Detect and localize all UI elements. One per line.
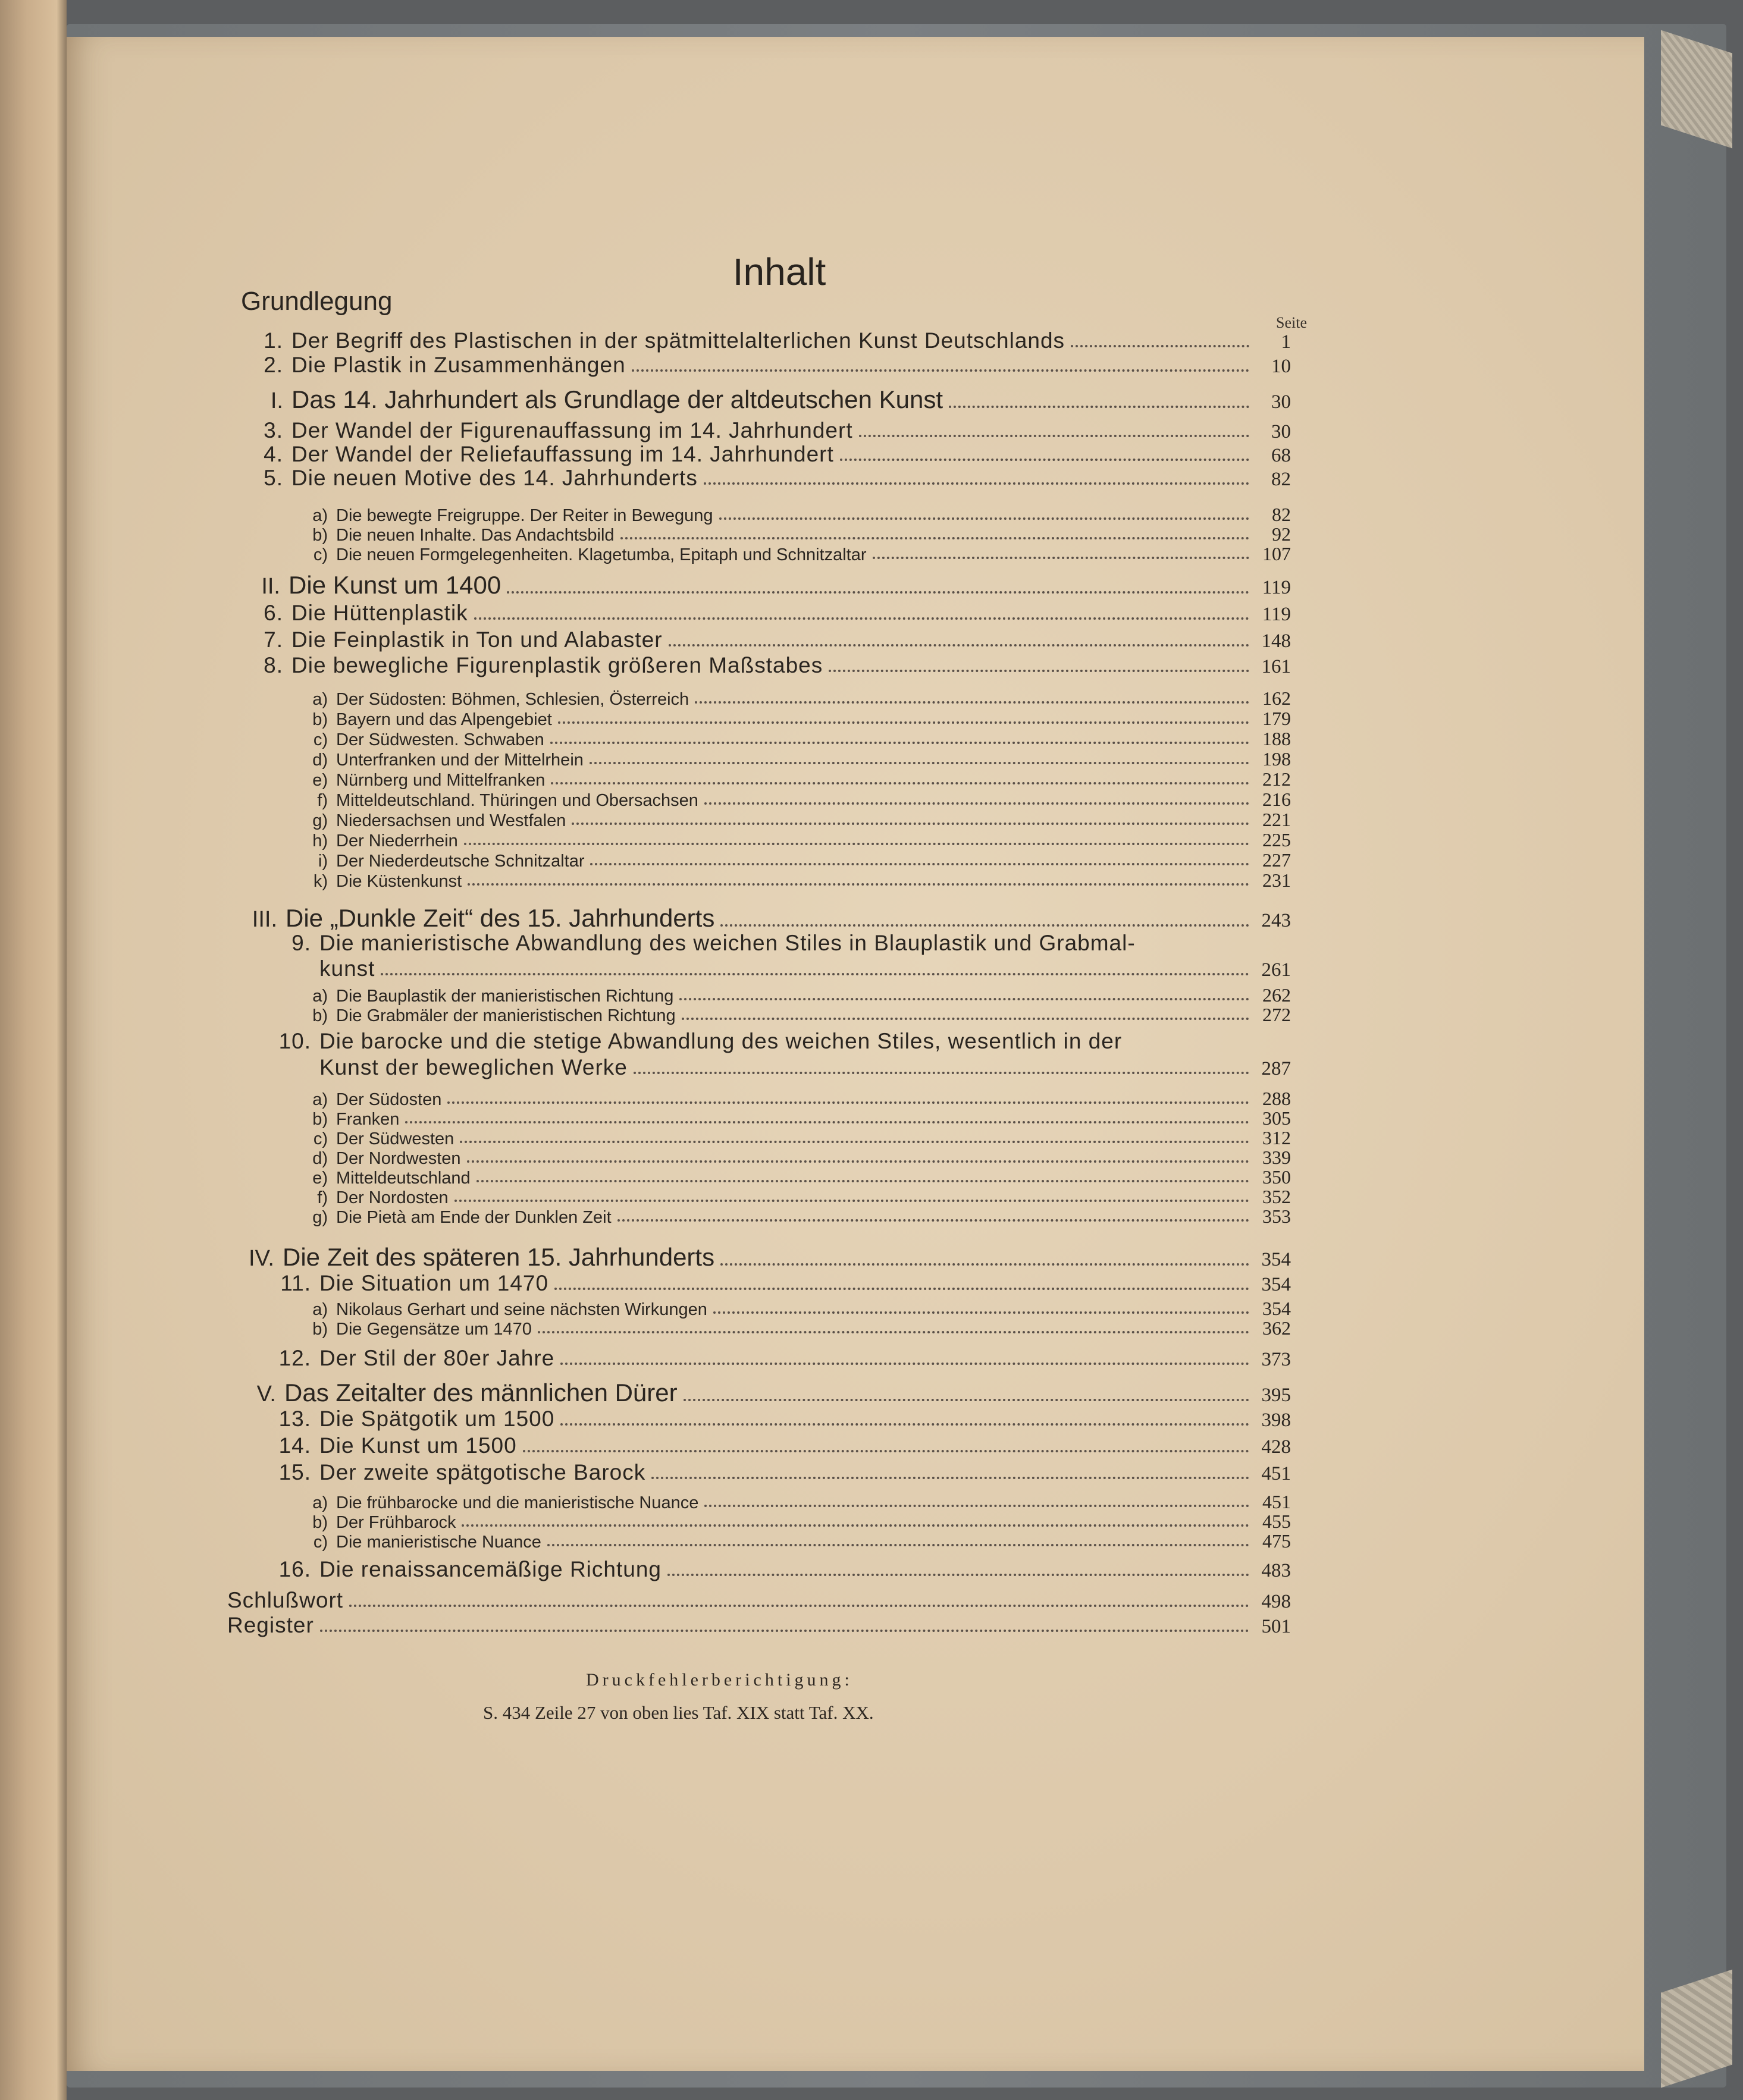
toc-entry [252, 1271, 1291, 1296]
toc-entry-title: kunst [319, 956, 375, 981]
leader-dots [320, 1630, 1249, 1632]
toc-entry-title: Die neuen Formgelegenheiten. Klagetumba, Epitaph und Schnitzaltar [336, 545, 867, 564]
toc-entry-page: 119 [1262, 604, 1291, 625]
toc-entry-title: Die Bauplastik der manieristischen Richtung [336, 987, 674, 1006]
toc-entry [247, 653, 1291, 678]
toc-entry [247, 442, 1291, 467]
toc-entry-number: III. [252, 907, 277, 932]
toc-entry-page: 483 [1261, 1560, 1291, 1581]
toc-entry-page: 312 [1262, 1127, 1291, 1148]
toc-entry [304, 1206, 1291, 1228]
leader-dots [704, 482, 1249, 485]
toc-entry-number: a) [312, 1493, 328, 1512]
leader-dots [840, 459, 1249, 461]
toc-entry-number: b) [312, 710, 328, 729]
leader-dots [572, 823, 1249, 825]
toc-entry-title: Das Zeitalter des männlichen Dürer [284, 1379, 678, 1407]
toc-entry-page: 10 [1271, 356, 1291, 377]
leader-dots [547, 1544, 1249, 1546]
toc-entry-title: Die Kunst um 1500 [319, 1433, 517, 1458]
page-title: Inhalt [732, 250, 826, 293]
toc-entry-page: 1 [1281, 331, 1291, 353]
leader-dots [720, 1263, 1249, 1266]
toc-entry-number: 16. [278, 1557, 311, 1581]
toc-entry-title: Die Kunst um 1400 [289, 571, 501, 599]
toc-entry-number: e) [312, 1169, 328, 1188]
toc-entry [252, 1346, 1291, 1371]
toc-entry-title: Die Grabmäler der manieristischen Richtung [336, 1006, 676, 1025]
toc-entry-number: f) [317, 1188, 328, 1207]
toc-entry-title: Kunst der beweglichen Werke [319, 1055, 628, 1079]
toc-entry [247, 385, 1291, 414]
toc-entry-title: Der zweite spätgotische Barock [319, 1460, 646, 1484]
toc-entry-title: Das 14. Jahrhundert als Grundlage der altdeutschen Kunst [291, 385, 943, 413]
leader-dots [651, 1477, 1249, 1479]
toc-entry-number: 12. [278, 1346, 311, 1370]
toc-entry-title: Der Nordwesten [336, 1149, 461, 1168]
toc-entry [252, 1557, 1291, 1582]
toc-entry-title: Der Wandel der Reliefauffassung im 14. Jahrhundert [291, 442, 834, 466]
toc-entry-number: f) [317, 791, 328, 810]
toc-entry [319, 1055, 1291, 1080]
leader-dots [554, 1288, 1249, 1290]
toc-entry-page: 353 [1262, 1206, 1291, 1227]
toc-entry [304, 523, 1291, 545]
toc-entry [239, 571, 1291, 599]
leader-dots [462, 1524, 1249, 1527]
toc-entry-title: Der Stil der 80er Jahre [319, 1346, 555, 1370]
toc-entry-number: c) [313, 1129, 328, 1148]
toc-entry [252, 1433, 1291, 1458]
toc-entry-title: Die Gegensätze um 1470 [336, 1320, 532, 1339]
leader-dots [523, 1450, 1249, 1452]
toc-entry-number: c) [313, 1533, 328, 1552]
toc-entry [304, 849, 1291, 871]
toc-entry-number: 13. [278, 1407, 311, 1431]
toc-entry-page: 288 [1262, 1088, 1291, 1109]
leader-dots [682, 1018, 1249, 1020]
toc-entry-title: Die Feinplastik in Ton und Alabaster [291, 627, 663, 652]
toc-entry-title: Unterfranken und der Mittelrhein [336, 751, 584, 770]
toc-entry-page: 272 [1262, 1004, 1291, 1025]
toc-entry [224, 1243, 1291, 1272]
toc-entry-title: Der Begriff des Plastischen in der spätmittelalterlichen Kunst Deutschlands [291, 328, 1065, 353]
leader-dots [550, 742, 1249, 744]
toc-entry-page: 354 [1262, 1298, 1291, 1319]
leader-dots [720, 924, 1249, 927]
toc-entry-number: e) [312, 771, 328, 790]
toc-entry [304, 728, 1291, 750]
toc-entry-page: 82 [1271, 469, 1291, 490]
toc-entry-title: Der Südwesten [336, 1129, 454, 1148]
toc-entry-page: 262 [1262, 984, 1291, 1006]
toc-entry-number: 4. [264, 442, 283, 466]
toc-entry-number: g) [312, 1208, 328, 1227]
toc-entry-page: 161 [1261, 656, 1291, 677]
leader-dots [620, 537, 1249, 539]
toc-entry-page: 68 [1271, 445, 1291, 466]
leader-dots [476, 1180, 1249, 1182]
toc-entry-page: 501 [1261, 1616, 1291, 1637]
toc-entry-page: 354 [1261, 1249, 1291, 1270]
toc-entry-title: Der Niederrhein [336, 831, 458, 850]
toc-entry [304, 1166, 1291, 1188]
leader-dots [381, 973, 1249, 975]
toc-entry-number: 1. [264, 328, 283, 353]
leader-dots [467, 1160, 1249, 1163]
toc-entry [304, 789, 1291, 811]
toc-entry-number: a) [312, 690, 328, 709]
toc-entry-page: 339 [1262, 1147, 1291, 1168]
leader-dots [558, 721, 1249, 724]
leader-dots [349, 1605, 1249, 1607]
toc-entry-number: d) [312, 1149, 328, 1168]
toc-entry-page: 451 [1262, 1491, 1291, 1512]
toc-entry-page: 354 [1261, 1274, 1291, 1295]
toc-entry [230, 904, 1291, 933]
toc-entry [252, 1460, 1291, 1485]
toc-entry [252, 1407, 1291, 1432]
toc-entry [304, 543, 1291, 565]
toc-entry-title: Register [227, 1613, 314, 1637]
toc-entry-number: a) [312, 987, 328, 1006]
leader-dots [551, 782, 1249, 784]
toc-entry-title: Der Südwesten. Schwaben [336, 730, 544, 749]
toc-entry-number: 6. [264, 601, 283, 625]
toc-entry-number: b) [312, 1513, 328, 1532]
toc-entry-number: 15. [278, 1460, 311, 1484]
toc-entry [241, 287, 1291, 316]
toc-entry-title: Franken [336, 1110, 400, 1129]
toc-entry-title: Die renaissancemäßige Richtung [319, 1557, 662, 1581]
toc-entry [304, 1004, 1291, 1026]
toc-entry-title: Der Südosten [336, 1090, 442, 1109]
toc-entry [304, 1186, 1291, 1208]
toc-entry-page: 498 [1261, 1591, 1291, 1612]
toc-entry [304, 1298, 1291, 1320]
toc-entry-title: Die bewegte Freigruppe. Der Reiter in Bewegung [336, 506, 713, 525]
toc-entry-page: 30 [1271, 421, 1291, 442]
leader-dots [590, 762, 1249, 764]
toc-entry-page: 261 [1261, 959, 1291, 981]
leader-dots [560, 1423, 1249, 1426]
toc-entry [304, 1511, 1291, 1533]
leader-dots [632, 369, 1249, 372]
leader-dots [684, 1399, 1249, 1401]
toc-entry-title: Die bewegliche Figurenplastik größeren Maßstabes [291, 653, 823, 677]
toc-entry-page: 198 [1262, 748, 1291, 770]
toc-entry-number: V. [256, 1382, 276, 1407]
toc-entry-page: 30 [1271, 391, 1291, 413]
toc-entry-page: 305 [1262, 1107, 1291, 1129]
leader-dots [447, 1101, 1249, 1104]
toc-entry-page: 395 [1261, 1385, 1291, 1406]
leader-dots [704, 1505, 1249, 1507]
toc-entry-title: Die frühbarocke und die manieristische Nuance [336, 1493, 699, 1512]
leader-dots [454, 1200, 1249, 1202]
leader-dots [560, 1363, 1249, 1365]
toc-entry-page: 350 [1262, 1166, 1291, 1188]
toc-entry-title: Die Pietà am Ende der Dunklen Zeit [336, 1208, 612, 1227]
toc-entry-page: 243 [1261, 910, 1291, 931]
toc-entry-title: Der Frühbarock [336, 1513, 456, 1532]
toc-entry-number: 8. [264, 653, 283, 677]
toc-entry-number: c) [313, 545, 328, 564]
toc-entry-title: Der Nordosten [336, 1188, 449, 1207]
toc-entry [252, 931, 1291, 956]
toc-entry [304, 748, 1291, 770]
toc-entry-title: Die manieristische Abwandlung des weichen Stiles in Blauplastik und Grabmal- [319, 931, 1136, 955]
errata-heading: Druckfehlerberichtigung: [586, 1670, 853, 1690]
toc-entry [252, 1029, 1291, 1054]
toc-entry-title: Die Situation um 1470 [319, 1271, 549, 1295]
leader-dots [1071, 345, 1249, 347]
leader-dots [873, 557, 1249, 559]
toc-entry-title: Die Hüttenplastik [291, 601, 468, 625]
leader-dots [590, 863, 1249, 865]
toc-entry-title: Die Plastik in Zusammenhängen [291, 353, 626, 377]
toc-entry-number: b) [312, 1110, 328, 1129]
leader-dots [719, 517, 1249, 520]
leader-dots [859, 435, 1249, 437]
leader-dots [667, 1574, 1249, 1576]
toc-entry-number: k) [313, 872, 328, 891]
toc-entry-number: 9. [291, 931, 311, 955]
toc-entry-title: Der Südosten: Böhmen, Schlesien, Österreich [336, 690, 689, 709]
toc-entry [319, 956, 1291, 981]
leader-dots [679, 998, 1249, 1000]
leader-dots [669, 644, 1249, 646]
toc-entry-page: 475 [1262, 1530, 1291, 1552]
toc-entry-title: Die Küstenkunst [336, 872, 462, 891]
toc-entry-number: 14. [278, 1433, 311, 1458]
toc-entry-page: 231 [1262, 869, 1291, 891]
toc-entry-title: Der Niederdeutsche Schnitzaltar [336, 852, 585, 871]
leader-dots [474, 617, 1249, 620]
toc-entry-title: Die barocke und die stetige Abwandlung des weichen Stiles, wesentlich in der [319, 1029, 1123, 1053]
toc-entry [227, 1588, 1291, 1613]
toc-entry [227, 1613, 1291, 1638]
toc-entry-page: 227 [1262, 849, 1291, 871]
toc-entry-title: Schlußwort [227, 1588, 344, 1612]
toc-entry-number: 11. [280, 1271, 311, 1295]
toc-entry-title: Die Zeit des späteren 15. Jahrhunderts [283, 1243, 715, 1271]
toc-entry-number: b) [312, 1006, 328, 1025]
toc-entry-title: Nikolaus Gerhart und seine nächsten Wirkungen [336, 1300, 707, 1319]
toc-entry-page: 451 [1261, 1463, 1291, 1484]
leader-dots [695, 701, 1249, 704]
toc-entry-page: 225 [1262, 829, 1291, 850]
toc-entry-number: h) [312, 831, 328, 850]
toc-entry [304, 1317, 1291, 1339]
toc-entry-title: Die manieristische Nuance [336, 1533, 541, 1552]
toc-entry-number: 3. [264, 418, 283, 442]
toc-entry-number: b) [312, 526, 328, 545]
toc-entry-page: 92 [1272, 523, 1291, 545]
toc-entry-number: c) [313, 730, 328, 749]
toc-entry [247, 418, 1291, 443]
leader-dots [468, 883, 1249, 886]
toc-entry [304, 1491, 1291, 1513]
toc-entry [247, 601, 1291, 626]
toc-entry-title: Nürnberg und Mittelfranken [336, 771, 546, 790]
toc-entry [304, 984, 1291, 1006]
toc-entry-page: 148 [1261, 630, 1291, 652]
leader-dots [829, 670, 1249, 672]
toc-entry-number: a) [312, 506, 328, 525]
toc-entry-page: 373 [1261, 1349, 1291, 1370]
toc-entry-number: IV. [249, 1246, 274, 1271]
leader-dots [507, 591, 1249, 594]
leader-dots [464, 843, 1249, 845]
toc-entry [304, 869, 1291, 892]
toc-entry-number: I. [270, 388, 283, 413]
toc-entry-page: 362 [1262, 1317, 1291, 1339]
toc-entry-page: 455 [1262, 1511, 1291, 1532]
toc-entry-page: 162 [1262, 688, 1291, 709]
toc-entry-number: i) [318, 852, 328, 871]
errata-text: S. 434 Zeile 27 von oben lies Taf. XIX statt Taf. XX. [483, 1702, 874, 1723]
toc-entry-number: 7. [264, 627, 283, 652]
toc-entry-title: Der Wandel der Figurenauffassung im 14. Jahrhundert [291, 418, 853, 442]
toc-entry-title: Mitteldeutschland [336, 1169, 471, 1188]
leader-dots [460, 1141, 1249, 1143]
toc-entry-page: 216 [1262, 789, 1291, 810]
toc-entry-title: Niedersachsen und Westfalen [336, 811, 566, 830]
toc-entry-page: 82 [1272, 504, 1291, 525]
toc-entry-number: d) [312, 751, 328, 770]
toc-entry-number: g) [312, 811, 328, 830]
toc-entry-page: 352 [1262, 1186, 1291, 1207]
toc-entry-page: 221 [1262, 809, 1291, 830]
leader-dots [538, 1331, 1249, 1333]
toc-entry-title: Grundlegung [241, 287, 393, 316]
toc-entry-title: Bayern und das Alpengebiet [336, 710, 552, 729]
toc-entry-title: Die neuen Motive des 14. Jahrhunderts [291, 466, 698, 490]
toc-entry-title: Die „Dunkle Zeit“ des 15. Jahrhunderts [286, 904, 715, 932]
toc-entry-page: 107 [1262, 543, 1291, 564]
toc-entry-number: 10. [278, 1029, 311, 1053]
leader-dots [713, 1311, 1249, 1314]
toc-entry [304, 708, 1291, 730]
toc-entry-number: II. [261, 574, 280, 599]
toc-entry-number: 2. [264, 353, 283, 377]
toc-entry [304, 1127, 1291, 1149]
toc-entry [304, 809, 1291, 831]
toc-entry [304, 1530, 1291, 1552]
toc-entry-page: 212 [1262, 768, 1291, 790]
leader-dots [634, 1072, 1249, 1074]
toc-entry-page: 287 [1261, 1058, 1291, 1079]
toc-entry [247, 627, 1291, 652]
toc-entry-title: Die Spätgotik um 1500 [319, 1407, 555, 1431]
toc-entry [304, 768, 1291, 790]
leader-dots [617, 1219, 1249, 1222]
page-column-label: Seite [1276, 314, 1307, 331]
toc-entry [304, 1147, 1291, 1169]
leader-dots [704, 802, 1249, 805]
toc-entry-title: Mitteldeutschland. Thüringen und Obersachsen [336, 791, 698, 810]
toc-entry-page: 428 [1261, 1436, 1291, 1458]
toc-entry [247, 466, 1291, 491]
toc-entry-page: 119 [1262, 577, 1291, 598]
toc-entry [247, 328, 1291, 353]
toc-entry-number: b) [312, 1320, 328, 1339]
toc-entry-number: a) [312, 1090, 328, 1109]
toc-entry [304, 829, 1291, 851]
leader-dots [949, 406, 1249, 408]
toc-entry-page: 179 [1262, 708, 1291, 729]
toc-entry-title: Die neuen Inhalte. Das Andachtsbild [336, 526, 615, 545]
toc-entry [304, 504, 1291, 526]
toc-entry [247, 353, 1291, 378]
toc-entry [304, 1107, 1291, 1129]
toc-entry-number: 5. [264, 466, 283, 490]
toc-entry-page: 188 [1262, 728, 1291, 749]
toc-entry [304, 1088, 1291, 1110]
toc-entry [234, 1379, 1291, 1407]
toc-entry [304, 688, 1291, 710]
leader-dots [405, 1121, 1249, 1123]
toc-entry-number: a) [312, 1300, 328, 1319]
toc-entry-page: 398 [1261, 1410, 1291, 1431]
